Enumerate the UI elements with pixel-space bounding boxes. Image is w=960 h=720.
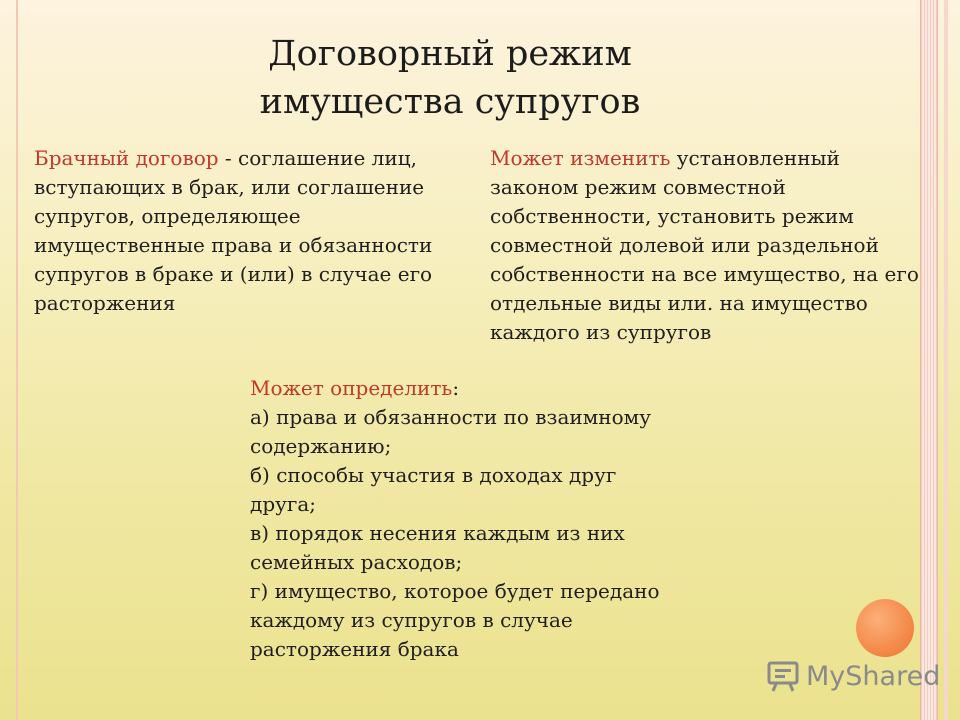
- bottom-line-1: содержанию;: [250, 434, 392, 458]
- right-line-4: собственности на все имущество, на его: [490, 262, 919, 286]
- term-can-define: Может определить: [250, 376, 453, 400]
- bottom-line-2: б) способы участия в доходах друг: [250, 463, 617, 487]
- bottom-line-4: в) порядок несения каждым из них: [250, 521, 625, 545]
- term-can-change: Может изменить: [490, 146, 671, 170]
- marriage-contract-definition: [34, 144, 474, 318]
- bottom-line-7: каждому из супругов в случае: [250, 608, 573, 632]
- left-line-0: [34, 144, 474, 173]
- bottom-line-6: г) имущество, которое будет передано: [250, 579, 660, 603]
- term-marriage-contract: Брачный договор: [34, 146, 219, 170]
- left-line-4: супругов в браке и (или) в случае его: [34, 262, 433, 286]
- title-line-1: Договорный режим: [268, 34, 632, 74]
- right-line-0: [490, 144, 945, 173]
- right-line-3: совместной долевой или раздельной: [490, 233, 879, 257]
- bottom-heading-colon: :: [452, 376, 460, 400]
- right-line-0-text: установленный: [670, 146, 840, 170]
- presentation-board-icon: [766, 659, 800, 693]
- can-define-block: [250, 374, 710, 664]
- left-frame-line: [16, 0, 18, 720]
- bottom-line-5: семейных расходов;: [250, 550, 463, 574]
- bottom-heading: [250, 374, 710, 403]
- title-line-2: имущества супругов: [259, 82, 641, 122]
- left-line-1: вступающих в брак, или соглашение: [34, 175, 425, 199]
- left-line-0-text: - соглашение лиц,: [218, 146, 417, 170]
- slide-title: [210, 30, 690, 126]
- right-frame-stripe: [920, 0, 938, 720]
- right-line-2: собственности, установить режим: [490, 204, 854, 228]
- bottom-line-8: расторжения брака: [250, 637, 459, 661]
- bottom-line-3: друга;: [250, 492, 317, 516]
- orange-circle-decoration: [856, 599, 914, 657]
- watermark-text: MyShared: [806, 660, 941, 692]
- watermark-logo: [766, 656, 940, 696]
- can-change-block: [490, 144, 945, 347]
- left-line-5: расторжения: [34, 291, 176, 315]
- left-line-2: супругов, определяющее: [34, 204, 301, 228]
- left-line-3: имущественные права и обязанности: [34, 233, 433, 257]
- bottom-line-0: а) права и обязанности по взаимному: [250, 405, 651, 429]
- right-line-5: отдельные виды или. на имущество: [490, 291, 868, 315]
- right-line-6: каждого из супругов: [490, 320, 712, 344]
- right-frame-edge: [944, 0, 948, 720]
- right-line-1: законом режим совместной: [490, 175, 786, 199]
